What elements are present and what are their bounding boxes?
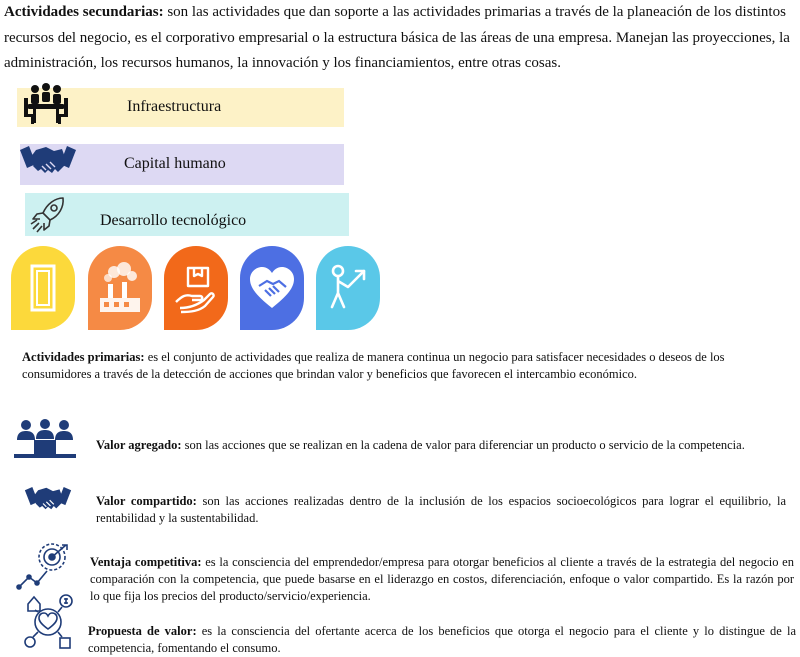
item-ventaja-competitiva [90, 554, 794, 605]
intro-paragraph [4, 0, 796, 77]
handshake-icon [20, 140, 76, 191]
bar-infraestructura [17, 88, 344, 127]
item-text: es la consciencia del ofertante acerca de los beneficios que otorga el negocio para el cliente y lo distingue de la competencia, fomentando el consumo. [88, 624, 796, 655]
factory-icon [94, 260, 146, 316]
item-propuesta-de-valor [88, 623, 796, 657]
intro-term: Actividades secundarias: [4, 4, 164, 20]
bar-label: Infraestructura [127, 98, 222, 115]
item-term: Propuesta de valor: [88, 624, 197, 638]
item-term: Valor compartido: [96, 494, 197, 508]
primary-term: Actividades primarias: [22, 350, 145, 364]
meeting-icon [22, 82, 70, 133]
tile-growth [316, 246, 380, 330]
item-text: son las acciones que se realizan en la cadena de valor para diferenciar un producto o servicio de la competencia. [181, 438, 745, 452]
item-term: Valor agregado: [96, 438, 182, 452]
item-text: son las acciones realizadas dentro de la inclusión de los espacios socioecológicos para lograr el equilibrio, la rentabilidad y la sustentabilidad. [96, 494, 786, 525]
item-valor-compartido [96, 493, 786, 527]
team-meeting-icon [12, 418, 78, 467]
value-network-icon [22, 590, 74, 657]
package-hand-icon [172, 262, 220, 314]
bar-desarrollo-tecnologico [25, 193, 349, 236]
handshake-icon [22, 482, 74, 525]
primary-paragraph [22, 349, 774, 383]
bar-label: Capital humano [124, 155, 226, 172]
item-text: es la consciencia del emprendedor/empresa para otorgar beneficios al cliente a través de la estrategia del negocio en comparación con la competencia, que puede basarse en el liderazgo en costos, diferenciación, enfoque o valor compartido. Es la razón por lo que fija los precios del producto/servicio/experiencia. [90, 555, 794, 603]
intro-text: son las actividades que dan soporte a las actividades primarias a través de la planeación de los distintos recursos del negocio, es el corporativo empresarial o la estructura básica de las áreas de una empresa. Manejan las proyecciones, la administración, los recursos humanos, la innovación y los financiamientos, entre otras cosas. [4, 4, 790, 71]
door-icon [26, 263, 60, 313]
rocket-icon [29, 195, 67, 240]
primary-text: es el conjunto de actividades que realiza de manera continua un negocio para satisfacer necesidades o deseos de los consumidores a través de la detección de acciones que brindan valor y beneficios que favorecen el intercambio económico. [22, 350, 725, 381]
item-valor-agregado [96, 437, 786, 454]
target-icon [16, 541, 72, 596]
tile-package [164, 246, 228, 330]
growth-person-icon [326, 263, 370, 313]
tile-factory [88, 246, 152, 330]
bar-label: Desarrollo tecnológico [100, 212, 247, 229]
tile-heart [240, 246, 304, 330]
tile-door [11, 246, 75, 330]
bar-capital-humano [20, 144, 344, 185]
heart-handshake-icon [247, 264, 297, 312]
item-term: Ventaja competitiva: [90, 555, 202, 569]
